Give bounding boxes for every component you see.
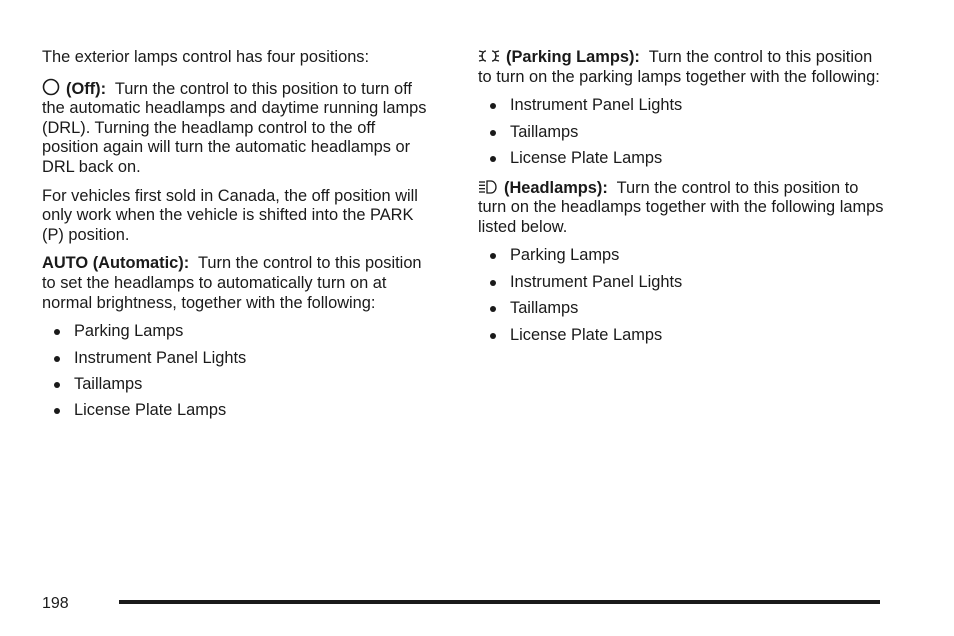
parking-lamps-list (478, 96, 888, 168)
circle-off-icon (42, 78, 60, 96)
headlamps-term: (Headlamps): (504, 178, 608, 197)
auto-description: Turn the control to this position to set the headlamps to automatically turn on at normal brightness, together with the following: (42, 254, 422, 312)
parking-lamps-icon (478, 48, 500, 64)
headlamps-description: Turn the control to this position to turn on the headlamps together with the following lamps listed below. (478, 178, 884, 236)
list-item: Taillamps (478, 123, 888, 143)
list-item: Instrument Panel Lights (478, 273, 888, 293)
off-paragraph (42, 78, 434, 178)
parking-description: Turn the control to this position to turn on the parking lamps together with the following: (478, 48, 880, 86)
intro-text: The exterior lamps control has four positions: (42, 48, 370, 66)
list-item: Parking Lamps (42, 322, 434, 342)
parking-paragraph (478, 48, 888, 87)
list-item: License Plate Lamps (478, 149, 888, 169)
list-item: Taillamps (42, 375, 434, 395)
parking-term: (Parking Lamps): (506, 48, 640, 66)
headlamps-lamps-list (478, 246, 888, 345)
off-term: (Off): (66, 79, 107, 98)
list-item: Instrument Panel Lights (42, 349, 434, 369)
list-item: Instrument Panel Lights (478, 96, 888, 116)
left-column (42, 48, 434, 431)
list-item: Parking Lamps (478, 246, 888, 266)
list-item: License Plate Lamps (42, 401, 434, 421)
headlamps-icon (478, 179, 498, 195)
footer-divider (119, 600, 880, 604)
canada-note: For vehicles first sold in Canada, the off position will only work when the vehicle is shifted into the PARK (P) position. (42, 186, 418, 244)
headlamps-paragraph (478, 179, 888, 238)
list-item: Taillamps (478, 299, 888, 319)
auto-term: AUTO (Automatic): (42, 254, 190, 273)
right-column (478, 48, 888, 355)
list-item: License Plate Lamps (478, 326, 888, 346)
off-description: Turn the control to this position to turn off the automatic headlamps and daytime running lamps (DRL). Turning the headlamp control to the off position again will turn the automatic headlamps or DRL back on. (42, 79, 427, 176)
page-number: 198 (42, 595, 69, 612)
auto-paragraph (42, 254, 434, 313)
auto-lamps-list (42, 322, 434, 421)
